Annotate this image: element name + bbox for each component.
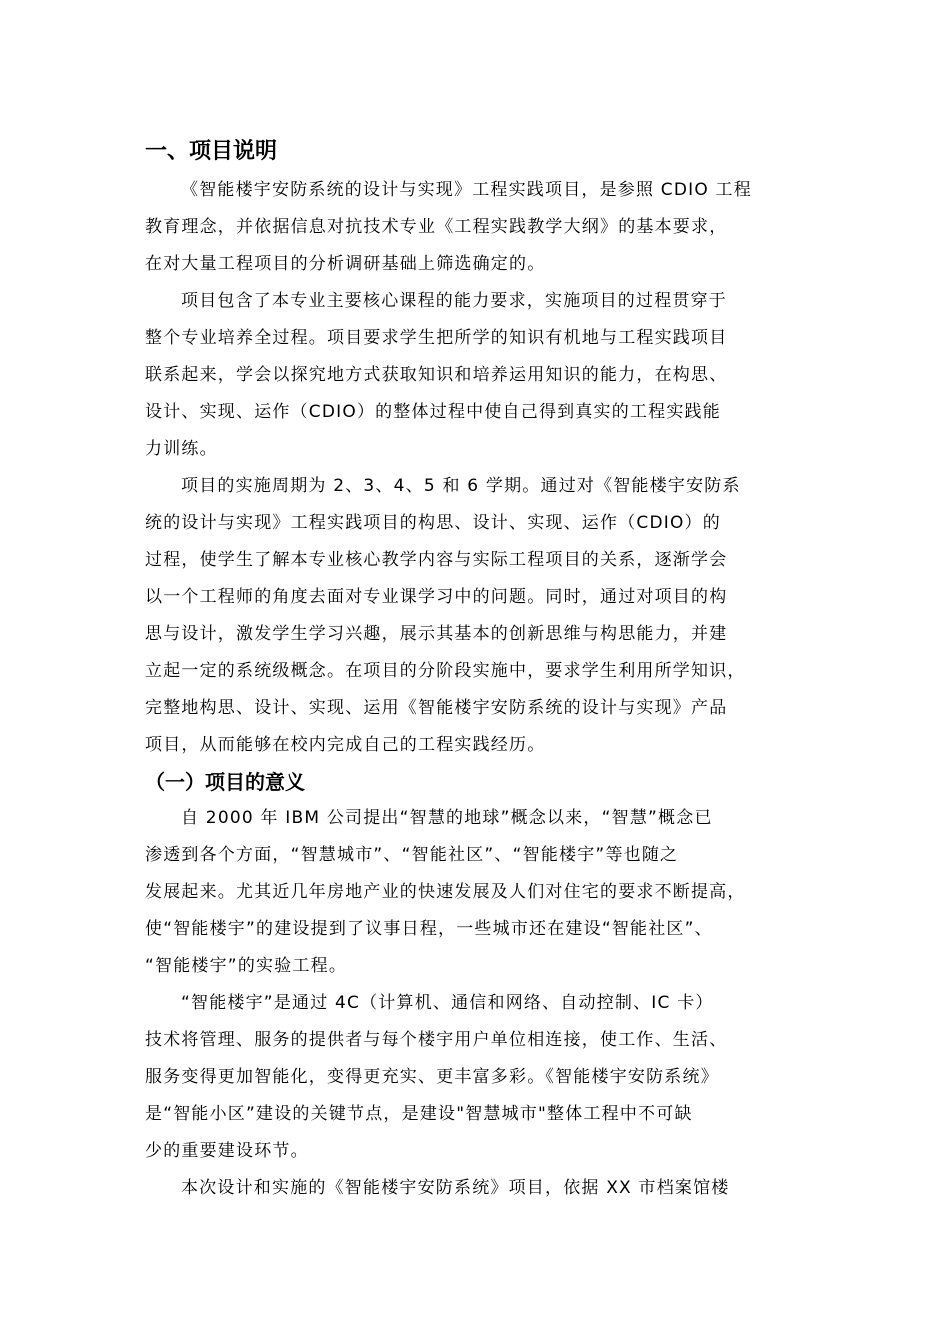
text-line: 项目包含了本专业主要核心课程的能力要求，实施项目的过程贯穿于 bbox=[181, 291, 727, 311]
text-line: 思与设计，激发学生学习兴趣，展示其基本的创新思维与构思能力，并建 bbox=[145, 624, 728, 644]
text-line: 力训练。 bbox=[145, 439, 218, 459]
text-line: 以一个工程师的角度去面对专业课学习中的问题。同时，通过对项目的构 bbox=[145, 587, 728, 607]
paragraph-this-project bbox=[145, 1170, 810, 1207]
text-line: 统的设计与实现》工程实践项目的构思、设计、实现、运作（CDIO）的 bbox=[145, 513, 721, 533]
text-line: 在对大量工程项目的分析调研基础上筛选确定的。 bbox=[145, 254, 546, 274]
text-line: 本次设计和实施的《智能楼宇安防系统》项目，依据 XX 市档案馆楼 bbox=[181, 1178, 730, 1198]
text-line: 技术将管理、服务的提供者与每个楼宇用户单位相连接，使工作、生活、 bbox=[145, 1030, 728, 1050]
text-line: 立起一定的系统级概念。在项目的分阶段实施中，要求学生利用所学知识， bbox=[145, 661, 746, 681]
text-line: 使“智能楼宇”的建设提到了议事日程，一些城市还在建设“智能社区”、 bbox=[145, 919, 713, 939]
text-line: “智能楼宇”是通过 4C（计算机、通信和网络、自动控制、IC 卡） bbox=[181, 993, 714, 1013]
text-line: 服务变得更加智能化，变得更充实、更丰富多彩。《智能楼宇安防系统》 bbox=[145, 1067, 719, 1087]
text-line: 设计、实现、运作（CDIO）的整体过程中使自己得到真实的工程实践能 bbox=[145, 402, 721, 422]
text-line: 联系起来，学会以探究地方式获取知识和培养运用知识的能力，在构思、 bbox=[145, 365, 728, 385]
text-line: 是“智能小区”建设的关键节点，是建设"智慧城市"整体工程中不可缺 bbox=[145, 1104, 693, 1124]
text-line: 过程，使学生了解本专业核心教学内容与实际工程项目的关系，逐渐学会 bbox=[145, 550, 728, 570]
subsection-heading-significance: （一）项目的意义 bbox=[145, 770, 305, 794]
paragraph-smart-building bbox=[145, 985, 810, 1170]
text-line: 整个专业培养全过程。项目要求学生把所学的知识有机地与工程实践项目 bbox=[145, 328, 728, 348]
text-line: 少的重要建设环节。 bbox=[145, 1141, 309, 1161]
text-line: 渗透到各个方面，“智慧城市”、“智能社区”、“智能楼宇”等也随之 bbox=[145, 845, 679, 865]
text-line: 完整地构思、设计、实现、运用《智能楼宇安防系统的设计与实现》产品 bbox=[145, 698, 728, 718]
paragraph-schedule bbox=[145, 468, 810, 764]
document-page bbox=[145, 132, 810, 1207]
paragraph-intro bbox=[145, 172, 810, 283]
text-line: “智能楼宇”的实验工程。 bbox=[145, 956, 348, 976]
text-line: 项目，从而能够在校内完成自己的工程实践经历。 bbox=[145, 735, 546, 755]
paragraph-smart-earth bbox=[145, 800, 810, 985]
text-line: 教育理念，并依据信息对抗技术专业《工程实践教学大纲》的基本要求， bbox=[145, 217, 728, 237]
text-line: 《智能楼宇安防系统的设计与实现》工程实践项目，是参照 CDIO 工程 bbox=[181, 180, 752, 200]
paragraph-scope bbox=[145, 283, 810, 468]
text-line: 项目的实施周期为 2、3、4、5 和 6 学期。通过对《智能楼宇安防系 bbox=[181, 476, 741, 496]
text-line: 发展起来。尤其近几年房地产业的快速发展及人们对住宅的要求不断提高， bbox=[145, 882, 746, 902]
section-heading-project-description: 一、项目说明 bbox=[145, 139, 278, 164]
text-line: 自 2000 年 IBM 公司提出“智慧的地球”概念以来，“智慧”概念已 bbox=[181, 808, 713, 828]
